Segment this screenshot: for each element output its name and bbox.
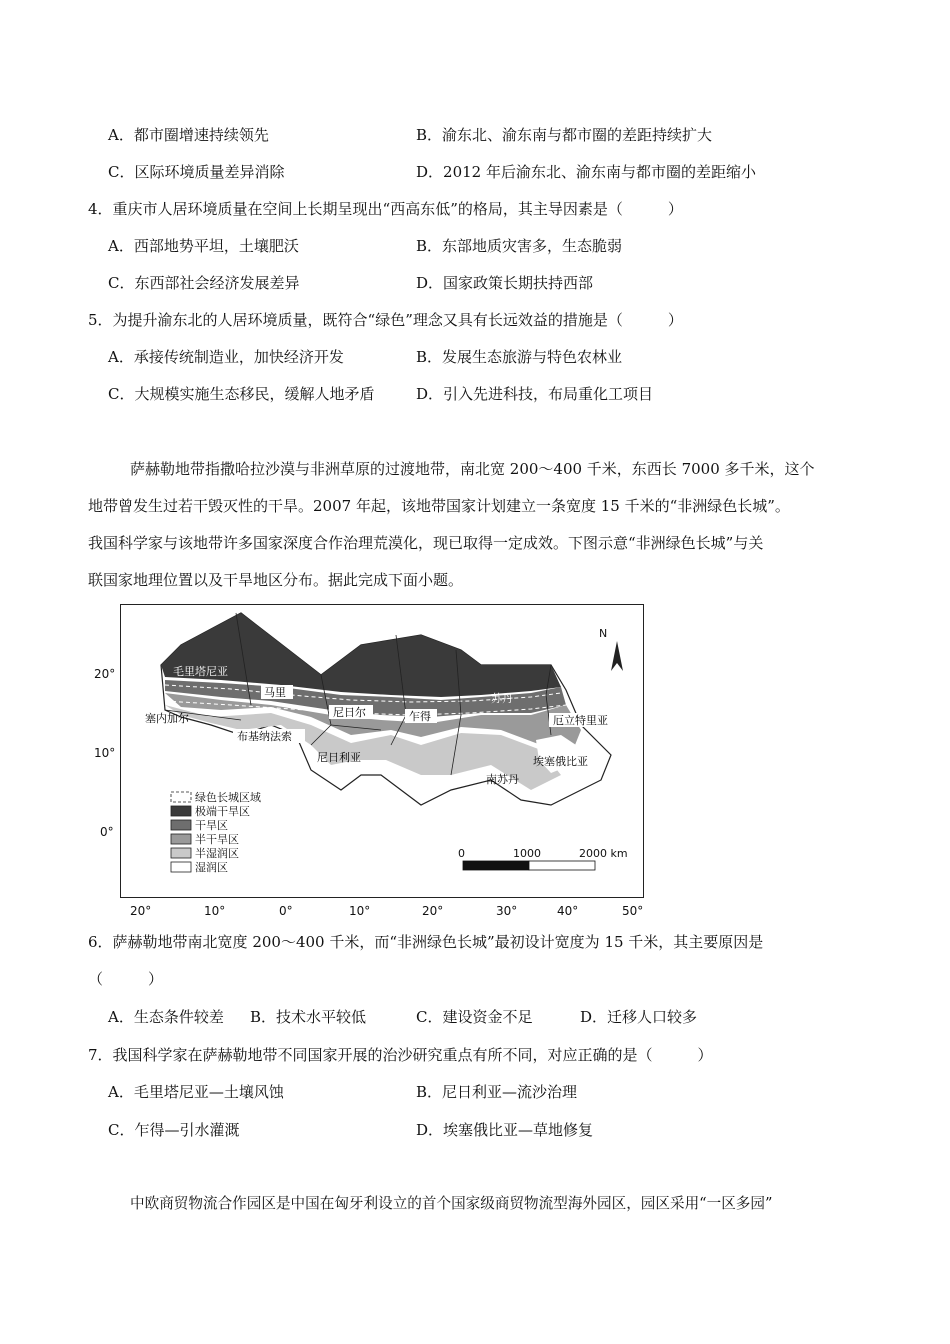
q6-option-c: C．建设资金不足 bbox=[416, 1008, 533, 1026]
q4-option-d: D．国家政策长期扶持西部 bbox=[416, 274, 594, 292]
scale-zero: 0 bbox=[458, 847, 465, 860]
q6-option-b: B．技术水平较低 bbox=[250, 1008, 367, 1026]
map-legend bbox=[171, 790, 261, 874]
q3-option-c: C．区际环境质量差异消除 bbox=[108, 163, 285, 181]
legend-humid: 湿润区 bbox=[195, 861, 228, 874]
map-x-tick-5: 20° bbox=[422, 904, 444, 918]
label-sudan: 苏丹 bbox=[491, 692, 513, 705]
label-mauritania: 毛里塔尼亚 bbox=[173, 665, 228, 678]
q4-option-b: B．东部地质灾害多，生态脆弱 bbox=[416, 237, 623, 255]
q7-option-c: C．乍得—引水灌溉 bbox=[108, 1121, 240, 1139]
north-label: N bbox=[599, 627, 608, 640]
q3-option-a: A．都市圈增速持续领先 bbox=[108, 126, 269, 144]
sahel-map bbox=[120, 604, 644, 898]
map-x-tick-2: 10° bbox=[204, 904, 226, 918]
q6-option-a: A．生态条件较差 bbox=[108, 1008, 224, 1026]
label-chad: 乍得 bbox=[409, 710, 431, 723]
q7-option-d: D．埃塞俄比亚—草地修复 bbox=[416, 1121, 594, 1139]
q6-paren: （ ） bbox=[88, 970, 164, 988]
legend-arid: 干旱区 bbox=[195, 819, 228, 832]
q3-option-d: D．2012 年后渝东北、渝东南与都市圈的差距缩小 bbox=[416, 163, 756, 181]
passage-line-2: 地带曾发生过若干毁灭性的干旱。2007 年起，该地带国家计划建立一条宽度 15 千米的“非洲绿色长城”。 bbox=[88, 497, 790, 515]
scale-end: 2000 km bbox=[579, 847, 628, 860]
map-graphic bbox=[121, 605, 643, 897]
scale-bar bbox=[458, 847, 628, 870]
label-nigeria: 尼日利亚 bbox=[317, 751, 361, 764]
q5-option-d: D．引入先进科技，布局重化工项目 bbox=[416, 385, 654, 403]
map-y-tick-0: 0° bbox=[100, 825, 114, 839]
q5-option-a: A．承接传统制造业，加快经济开发 bbox=[108, 348, 344, 366]
label-eritrea: 厄立特里亚 bbox=[553, 714, 608, 727]
q4-option-a: A．西部地势平坦，土壤肥沃 bbox=[108, 237, 299, 255]
q5-stem: 5．为提升渝东北的人居环境质量，既符合“绿色”理念又具有长远效益的措施是（ ） bbox=[88, 311, 683, 329]
passage2-line-1: 中欧商贸物流合作园区是中国在匈牙利设立的首个国家级商贸物流型海外园区，园区采用“一区多园” bbox=[130, 1195, 773, 1212]
map-y-tick-10: 10° bbox=[94, 746, 116, 760]
map-x-tick-1: 20° bbox=[130, 904, 152, 918]
map-x-tick-7: 40° bbox=[557, 904, 579, 918]
scale-mid: 1000 bbox=[513, 847, 541, 860]
label-ethiopia: 埃塞俄比亚 bbox=[533, 755, 588, 768]
label-niger: 尼日尔 bbox=[333, 706, 366, 719]
passage-line-4: 联国家地理位置以及干旱地区分布。据此完成下面小题。 bbox=[88, 571, 464, 589]
north-arrow bbox=[611, 641, 623, 671]
legend-wall: 绿色长城区域 bbox=[195, 791, 261, 804]
map-x-tick-6: 30° bbox=[496, 904, 518, 918]
map-x-tick-3: 0° bbox=[279, 904, 293, 918]
q7-option-a: A．毛里塔尼亚—土壤风蚀 bbox=[108, 1083, 284, 1101]
q5-option-c: C．大规模实施生态移民，缓解人地矛盾 bbox=[108, 385, 375, 403]
passage-line-3: 我国科学家与该地带许多国家深度合作治理荒漠化，现已取得一定成效。下图示意“非洲绿色长城”与关 bbox=[88, 534, 764, 552]
map-x-tick-8: 50° bbox=[622, 904, 644, 918]
q3-option-b: B．渝东北、渝东南与都市圈的差距持续扩大 bbox=[416, 126, 713, 144]
map-y-tick-20: 20° bbox=[94, 667, 116, 681]
q7-stem: 7．我国科学家在萨赫勒地带不同国家开展的治沙研究重点有所不同，对应正确的是（ ） bbox=[88, 1046, 713, 1064]
q6-stem: 6．萨赫勒地带南北宽度 200～400 千米，而“非洲绿色长城”最初设计宽度为 15 千米，其主要原因是 bbox=[88, 933, 764, 951]
map-x-tick-4: 10° bbox=[349, 904, 371, 918]
q4-stem: 4．重庆市人居环境质量在空间上长期呈现出“西高东低”的格局，其主导因素是（ ） bbox=[88, 200, 683, 218]
q7-option-b: B．尼日利亚—流沙治理 bbox=[416, 1083, 578, 1101]
legend-semi-arid: 半干旱区 bbox=[195, 833, 239, 846]
label-senegal: 塞内加尔 bbox=[145, 712, 189, 725]
q4-option-c: C．东西部社会经济发展差异 bbox=[108, 274, 300, 292]
label-mali: 马里 bbox=[264, 686, 286, 699]
label-burkina: 布基纳法索 bbox=[237, 730, 292, 743]
q5-option-b: B．发展生态旅游与特色农林业 bbox=[416, 348, 623, 366]
passage-line-1: 萨赫勒地带指撒哈拉沙漠与非洲草原的过渡地带，南北宽 200～400 千米，东西长 7000 多千米，这个 bbox=[130, 460, 815, 478]
legend-semi-humid: 半湿润区 bbox=[195, 847, 239, 860]
label-south-sudan: 南苏丹 bbox=[486, 773, 519, 786]
legend-extreme-arid: 极端干旱区 bbox=[195, 805, 250, 818]
q6-option-d: D．迁移人口较多 bbox=[580, 1008, 698, 1026]
